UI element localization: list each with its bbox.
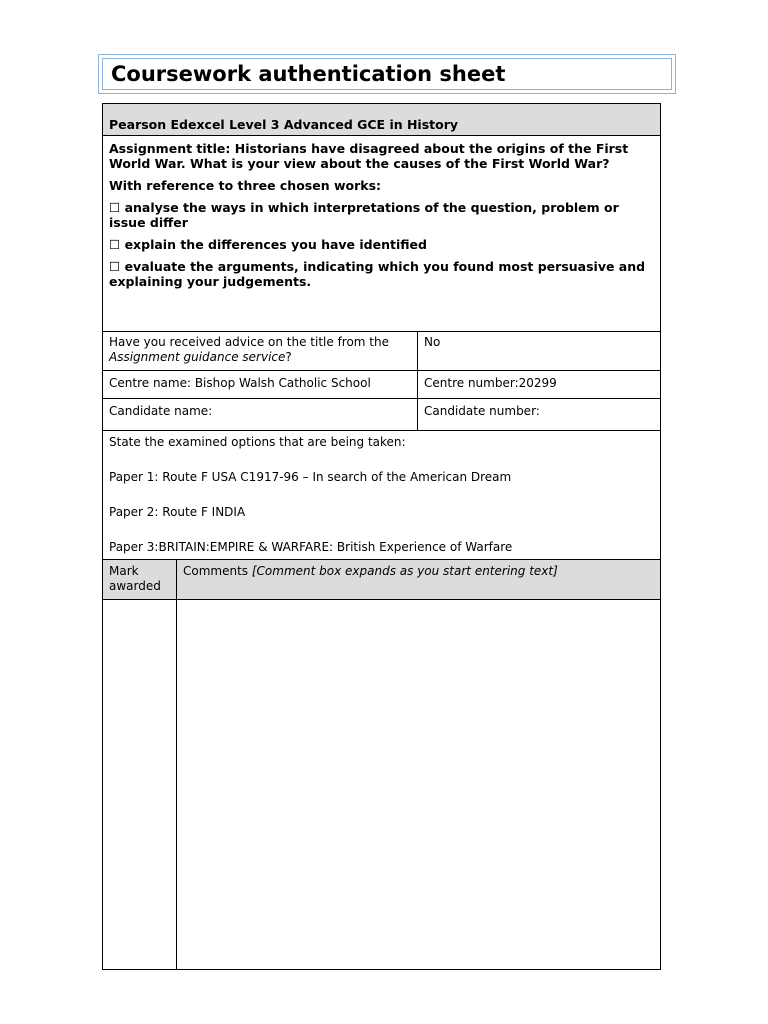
centre-number-field[interactable]: Centre number:20299	[418, 371, 661, 399]
assignment-cell	[103, 136, 661, 332]
title-frame	[98, 54, 676, 94]
paper-option: Paper 2: Route F INDIA	[109, 505, 246, 519]
assignment-item-text: analyse the ways in which interpretations of the question, problem or issue differ	[109, 200, 619, 230]
checkbox-icon: ☐	[109, 259, 121, 274]
paper-option: Paper 3:BRITAIN:EMPIRE & WARFARE: British Experience of Warfare	[109, 540, 513, 554]
mark-awarded-label: Mark awarded	[103, 560, 177, 600]
assignment-item-text: explain the differences you have identified	[124, 237, 427, 252]
advice-answer[interactable]: No	[418, 332, 661, 371]
advice-question: Have you received advice on the title from the Assignment guidance service?	[103, 332, 418, 371]
mark-awarded-field[interactable]	[103, 600, 177, 970]
paper-option: Paper 1: Route F USA C1917-96 – In search of the American Dream	[109, 470, 512, 484]
candidate-name-field[interactable]: Candidate name:	[103, 399, 418, 431]
centre-name-field[interactable]: Centre name: Bishop Walsh Catholic School	[103, 371, 418, 399]
options-heading: State the examined options that are being taken:	[109, 435, 406, 449]
authentication-table	[102, 103, 661, 970]
comments-field[interactable]	[177, 600, 661, 970]
examined-options-cell[interactable]	[103, 431, 661, 560]
page-title: Coursework authentication sheet	[102, 58, 672, 90]
candidate-number-field[interactable]: Candidate number:	[418, 399, 661, 431]
checkbox-icon: ☐	[109, 237, 121, 252]
qualification-header: Pearson Edexcel Level 3 Advanced GCE in History	[103, 104, 661, 136]
assignment-item	[109, 200, 654, 230]
assignment-item-text: evaluate the arguments, indicating which you found most persuasive and explaining your judgements.	[109, 259, 646, 289]
assignment-guidance-service: Assignment guidance service	[109, 350, 286, 364]
comments-hint: [Comment box expands as you start entering text]	[251, 564, 558, 578]
assignment-intro: With reference to three chosen works:	[109, 178, 382, 193]
assignment-title: Assignment title: Historians have disagreed about the origins of the First World War. What is your view about the causes of the First World War?	[109, 141, 629, 171]
assignment-item	[109, 259, 654, 289]
assignment-item	[109, 237, 654, 252]
checkbox-icon: ☐	[109, 200, 121, 215]
comments-label: Comments [Comment box expands as you start entering text]	[177, 560, 661, 600]
